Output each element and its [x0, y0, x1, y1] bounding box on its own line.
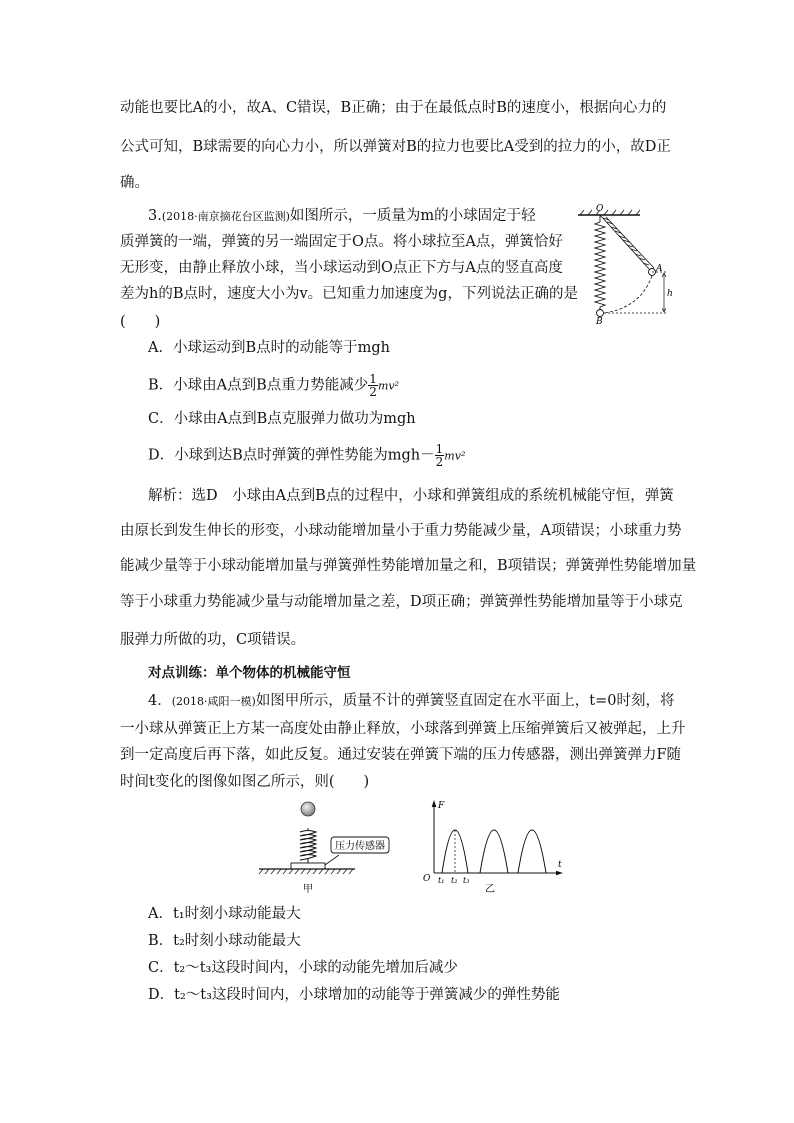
q4-line-3: 到一定高度后再下落，如此反复。通过安装在弹簧下端的压力传感器，测出弹簧弹力F随: [120, 747, 682, 763]
q3-line-3: 无形变，由静止释放小球，当小球运动到O点正下方与A点的竖直高度: [120, 260, 563, 276]
label-t2: t₂: [451, 876, 458, 885]
label-origin: O: [423, 874, 431, 884]
label-h: h: [667, 289, 673, 299]
q4-figure-yi: [420, 795, 570, 895]
vertical-spring: [595, 215, 605, 310]
prev-line-3: 确。: [120, 175, 149, 191]
prev-line-2: 公式可知，B球需要的向心力小，所以弹簧对B的拉力也要比A受到的拉力的小，故D正: [120, 139, 671, 155]
q3-option-A: A．小球运动到B点时的动能等于mgh: [148, 340, 390, 356]
frac-den-d: 2: [435, 455, 444, 469]
q3-line-2: 质弹簧的一端，弹簧的另一端固定于O点。将小球拉至A点，弹簧恰好: [120, 234, 563, 250]
upright-spring: [300, 828, 316, 863]
q4-option-A: A．t₁时刻小球动能最大: [148, 906, 301, 922]
analysis-line-2: 由原长到发生伸长的形变，小球动能增加量小于重力势能减少量，A项错误；小球重力势: [120, 523, 682, 539]
q4-number: 4．: [148, 693, 172, 709]
falling-ball: [301, 802, 315, 816]
fraction-half-d: [435, 443, 445, 468]
q3-number: 3.: [148, 208, 162, 224]
q3-stem-1: 如图所示，一质量为m的小球固定于轻: [289, 208, 536, 224]
trajectory: [604, 276, 652, 313]
q3-option-C: C．小球由A点到B点克服弹力做功为mgh: [148, 411, 416, 427]
q3-line-4: 差为h的B点时，速度大小为v。已知重力加速度为g，下列说法正确的是: [120, 286, 578, 302]
q3-line-5: ( ): [120, 314, 161, 330]
force-pulse-3: [518, 830, 546, 873]
analysis-line-1: 解析：选D 小球由A点到B点的过程中，小球和弹簧组成的系统机械能守恒，弹簧: [148, 488, 674, 504]
q3-source: (2018·南京摘花台区监测): [161, 210, 290, 223]
label-t: t: [558, 860, 562, 870]
q3-option-B: [148, 373, 399, 398]
q4-option-B: B．t₂时刻小球动能最大: [148, 933, 301, 949]
section-heading: 对点训练：单个物体的机械能守恒: [148, 665, 351, 681]
frac-num: 1: [369, 372, 377, 386]
q3-line-1: [148, 206, 536, 227]
q4-option-C: C．t₂～t₃这段时间内，小球的动能先增加后减少: [148, 960, 458, 976]
q4-line-4: 时间t变化的图像如图乙所示，则( ): [120, 774, 370, 790]
frac-num-d: 1: [435, 442, 444, 456]
q4-figure-jia: [255, 795, 405, 895]
caption-jia: 甲: [303, 884, 313, 895]
label-F: F: [438, 801, 445, 811]
q4-line-2: 一小球从弹簧正上方某一高度处由静止释放，小球落到弹簧上压缩弹簧后又被弹起，上升: [120, 721, 686, 737]
prev-line-1: 动能也要比A的小，故A、C错误，B正确；由于在最低点时B的速度小，根据向心力的: [120, 100, 667, 116]
pressure-sensor: [291, 863, 325, 869]
inclined-spring: [600, 215, 654, 270]
q3-figure: [570, 200, 680, 325]
q4-option-D: D．t₂～t₃这段时间内，小球增加的动能等于弹簧减少的弹性势能: [148, 987, 560, 1003]
ceiling: [578, 210, 640, 215]
caption-yi: 乙: [485, 884, 495, 895]
analysis-line-4: 等于小球重力势能减少量与动能增加量之差，D项正确；弹簧弹性势能增加量等于小球克: [120, 594, 683, 610]
analysis-line-3: 能减少量等于小球动能增加量与弹簧弹性势能增加量之和，B项错误；弹簧弹性势能增加量: [120, 558, 697, 574]
ball-B: [597, 310, 604, 317]
label-O: O: [596, 204, 604, 214]
analysis-line-5: 服弹力所做的功，C项错误。: [120, 632, 306, 648]
fraction-half: [368, 373, 378, 398]
force-pulse-2: [480, 830, 508, 873]
q4-line-1: [148, 691, 675, 712]
label-t3: t₃: [463, 876, 470, 885]
q3-option-B-mv2: mv²: [377, 379, 399, 393]
q3-option-B-text: B．小球由A点到B点重力势能减少: [148, 377, 369, 394]
q4-stem-1: 如图甲所示，质量不计的弹簧竖直固定在水平面上，t=0时刻，将: [255, 693, 675, 709]
label-A: A: [656, 264, 663, 274]
label-t1: t₁: [438, 876, 445, 885]
q3-option-D-mv2: mv²: [444, 449, 466, 463]
label-B: B: [596, 317, 603, 325]
q3-option-D-text: D．小球到达B点时弹簧的弹性势能为mgh－: [148, 447, 435, 464]
frac-den: 2: [369, 385, 377, 399]
sensor-label: 压力传感器: [335, 841, 385, 852]
q4-source: (2018·咸阳一模): [171, 695, 256, 708]
q3-option-D: [148, 443, 465, 468]
